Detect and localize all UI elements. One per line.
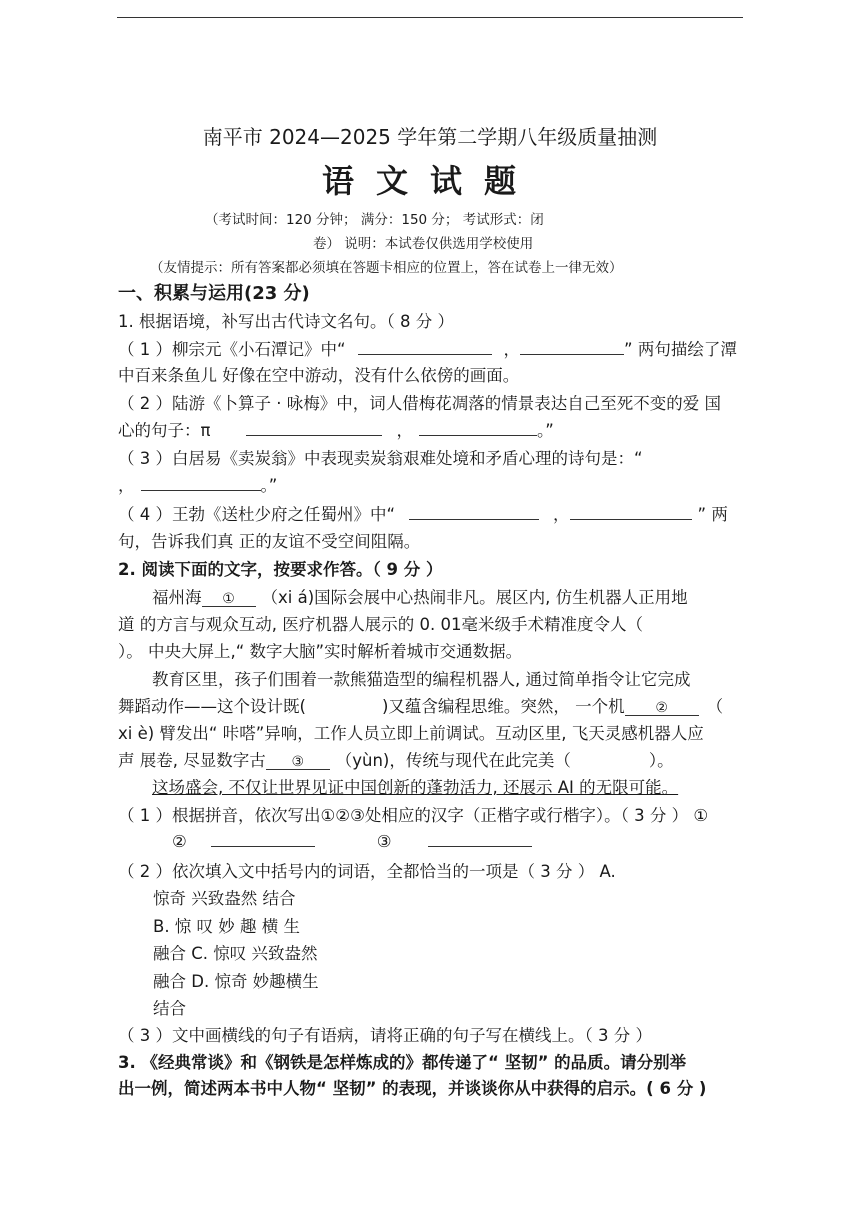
passage-text: )又蕴含编程思维。突然， 一个机	[381, 697, 625, 716]
option-line-3: 融合 C. 惊叹 兴致盎然	[153, 944, 318, 963]
passage-text: 福州海	[152, 588, 202, 607]
passage-text: （	[706, 697, 724, 716]
subject-title: 语文试题	[321, 162, 538, 200]
q1-sub4-text: （ 4 ）王勃《送杜少府之任蜀州》中“	[118, 505, 396, 524]
q2-passage-p2-line3: xi è) 臂发出“ 咔嗒”异响，工作人员立即上前调试。互动区里, 飞天灵感机器人应	[118, 724, 704, 743]
section-heading: 一、积累与运用(23 分)	[118, 283, 310, 304]
answer-blank[interactable]	[409, 505, 539, 520]
q2-passage-p1-line3: ）。 中央大屏上,“ 数字大脑”实时解析着城市交通数据。	[118, 642, 523, 661]
answer-blank[interactable]	[570, 505, 692, 520]
comma-text: ，	[118, 476, 135, 495]
q2-passage-p2-line1: 教育区里，孩子们围着一款熊猫造型的编程机器人, 通过简单指令让它完成	[152, 670, 691, 689]
passage-text: （yùn)，传统与现代在此完美（	[335, 751, 571, 770]
passage-text: 声 展卷, 尽显数字古	[118, 751, 266, 770]
exam-tip: （友情提示：所有答案都必须填在答题卡相应的位置上，答在试卷上一律无效）	[150, 260, 623, 276]
passage-text: ）。	[648, 751, 674, 770]
passage-text: 舞蹈动作——这个设计既(	[118, 697, 306, 716]
option-line-4: 融合 D. 惊奇 妙趣横生	[153, 972, 319, 991]
marker-2: ②	[655, 700, 668, 716]
q1-sub1-line1	[118, 339, 737, 361]
answer-blank[interactable]	[358, 340, 492, 355]
answer-blank[interactable]	[211, 832, 315, 847]
marker-1: ①	[222, 591, 235, 607]
q2-sub1-line1: （ 1 ）根据拼音，依次写出①②③处相应的汉字（正楷字或行楷字）。（ 3 分 ） ①	[118, 806, 709, 825]
top-rule	[117, 17, 743, 18]
q2-passage-p1-line1	[152, 587, 688, 609]
q1-sub1-text: （ 1 ）柳宗元《小石潭记》中“	[118, 340, 346, 359]
q1-sub4-line1	[118, 504, 728, 526]
q2-stem: 2. 阅读下面的文字，按要求作答。（ 9 分 ）	[118, 560, 443, 579]
q1-sub3-line2	[118, 475, 277, 497]
q3-line1: 3. 《经典常谈》和《钢铁是怎样炼成的》都传递了“ 坚韧” 的品质。请分别举	[118, 1053, 687, 1072]
q3-line2: 出一例，简述两本书中人物“ 坚韧” 的表现，并谈谈你从中获得的启示。( 6 分 )	[118, 1079, 707, 1098]
marker-2-label: ②	[172, 832, 187, 851]
comma-text: ，	[396, 421, 413, 440]
comma-text: ，	[553, 505, 570, 524]
answer-blank[interactable]	[141, 476, 261, 491]
q1-sub4-line2: 句，告诉我们真 正的友谊不受空间阻隔。	[118, 532, 421, 551]
q1-sub3-line1: （ 3 ）白居易《卖炭翁》中表现卖炭翁艰难处境和矛盾心理的诗句是：“	[118, 449, 643, 468]
exam-info-line2: 卷） 说明：本试卷仅供选用学校使用	[313, 236, 534, 252]
answer-blank[interactable]	[419, 421, 537, 436]
q1-sub1-tail: ” 两句描绘了潭	[624, 340, 737, 359]
q1-stem: 1. 根据语境，补写出古代诗文名句。（ 8 分 ）	[118, 312, 454, 331]
blank-2[interactable]	[625, 701, 699, 716]
q1-sub2-prefix: 心的句子：π	[118, 421, 211, 440]
option-line-2: B. 惊 叹 妙 趣 横 生	[153, 917, 301, 936]
exam-info-line1: （考试时间：120 分钟； 满分：150 分； 考试形式：闭	[205, 212, 544, 228]
blank-3[interactable]	[266, 755, 330, 770]
exam-title: 南平市 2024—2025 学年第二学期八年级质量抽测	[202, 125, 658, 149]
q1-sub4-tail: ” 两	[697, 505, 728, 524]
comma-text: ，	[503, 340, 521, 359]
answer-blank[interactable]	[428, 832, 532, 847]
q2-sub1-line2	[172, 831, 532, 853]
answer-blank[interactable]	[246, 421, 382, 436]
marker-3: ③	[291, 754, 305, 770]
q1-sub2-line1: （ 2 ）陆游《卜算子 · 咏梅》中，词人借梅花凋落的情景表达自己至死不变的爱 国	[118, 394, 721, 413]
q2-sub3-line: （ 3 ）文中画横线的句子有语病，请将正确的句子写在横线上。（ 3 分 ）	[118, 1026, 652, 1045]
q2-passage-p2-line4	[118, 750, 674, 772]
option-line-5: 结合	[153, 999, 186, 1018]
passage-text: （xi á)国际会展中心热闹非凡。展区内, 仿生机器人正用地	[261, 588, 688, 607]
option-line-1: 惊奇 兴致盎然 结合	[153, 889, 296, 908]
q1-sub2-line2	[118, 420, 554, 442]
q2-passage-p3-underlined: 这场盛会, 不仅让世界见证中国创新的蓬勃活力, 还展示 AI 的无限可能。	[152, 778, 679, 797]
q2-sub2-line: （ 2 ）依次填入文中括号内的词语，全都恰当的一项是（ 3 分 ） A.	[118, 862, 616, 881]
answer-blank[interactable]	[520, 340, 624, 355]
q2-passage-p1-line2: 道 的方言与观众互动, 医疗机器人展示的 0. 01毫米级手术精准度令人（	[118, 615, 643, 634]
q1-sub2-tail: 。”	[536, 421, 554, 440]
marker-3-label: ③	[376, 832, 392, 851]
q1-sub3-tail: 。”	[260, 476, 278, 495]
blank-1[interactable]	[202, 592, 256, 607]
q2-passage-p2-line2	[118, 696, 723, 718]
q1-sub1-line2: 中百来条鱼儿 好像在空中游动，没有什么依傍的画面。	[118, 366, 520, 385]
